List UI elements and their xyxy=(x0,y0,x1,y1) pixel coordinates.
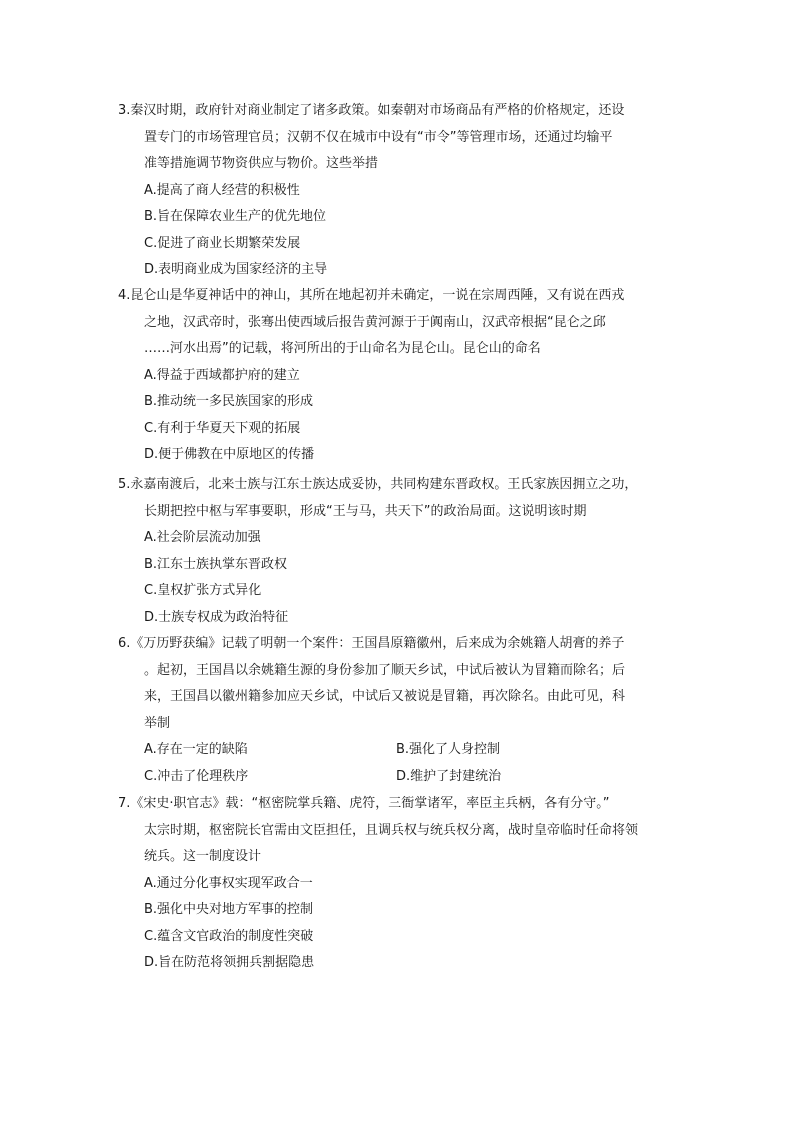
question-4 xyxy=(118,283,688,469)
question-7-option-c[interactable]: C.蕴含文官政治的制度性突破 xyxy=(144,928,314,944)
question-5-option-b[interactable]: B.江东士族执掌东晋政权 xyxy=(144,556,288,572)
question-3-option-d[interactable]: D.表明商业成为国家经济的主导 xyxy=(144,262,328,277)
question-6-option-d[interactable]: D.维护了封建统治 xyxy=(396,768,502,784)
question-7-stem-line: 统兵。这一制度设计 xyxy=(144,849,262,864)
question-3-stem-line: 3.秦汉时期，政府针对商业制定了诸多政策。如秦朝对市场商品有严格的价格规定，还设 xyxy=(118,103,625,118)
question-3-option-b[interactable]: B.旨在保障农业生产的优先地位 xyxy=(144,209,327,224)
question-5-stem-line: 长期把控中枢与军事要职，形成“王与马，共天下”的政治局面。这说明该时期 xyxy=(144,503,587,519)
question-6-stem-line: 来，王国昌以徽州籍参加应天乡试，中试后又被说是冒籍，再次除名。由此可见，科 xyxy=(144,689,626,704)
question-7-stem-line: 7.《宋史·职官志》载：“枢密院掌兵籍、虎符，三衙掌诸军，率臣主兵柄，各有分守。” xyxy=(118,796,610,811)
question-4-option-d[interactable]: D.便于佛教在中原地区的传播 xyxy=(144,447,315,462)
question-5-option-a[interactable]: A.社会阶层流动加强 xyxy=(144,530,261,545)
question-3-stem-line: 准等措施调节物资供应与物价。这些举措 xyxy=(144,156,379,171)
question-7-option-d[interactable]: D.旨在防范将领拥兵割据隐患 xyxy=(144,955,315,970)
question-7-option-a[interactable]: A.通过分化事权实现军政合一 xyxy=(144,875,313,891)
question-4-stem-line: 之地，汉武帝时，张骞出使西域后报告黄河源于于阗南山，汉武帝根据“昆仑之邱 xyxy=(144,314,606,330)
question-3-stem-line: 置专门的市场管理官员；汉朝不仅在城市中设有“市令”等管理市场，还通过均输平 xyxy=(144,129,613,145)
question-6-stem-line: 。起初，王国昌以余姚籍生源的身份参加了顺天乡试，中试后被认为冒籍而除名；后 xyxy=(144,662,626,678)
question-4-option-a[interactable]: A.得益于西域都护府的建立 xyxy=(144,367,300,383)
question-5 xyxy=(118,472,688,631)
question-5-option-c[interactable]: C.皇权扩张方式异化 xyxy=(144,583,262,598)
question-6-option-row xyxy=(118,764,688,791)
question-3 xyxy=(118,98,688,284)
question-6-stem-line: 6.《万历野获编》记载了明朝一个案件：王国昌原籍徽州，后来成为余姚籍人胡膏的养子 xyxy=(118,636,625,651)
question-4-option-c[interactable]: C.有利于华夏天下观的拓展 xyxy=(144,420,301,436)
question-6-option-c[interactable]: C.冲击了伦理秩序 xyxy=(144,768,249,784)
question-7-option-b[interactable]: B.强化中央对地方军事的控制 xyxy=(144,902,314,917)
question-3-option-c[interactable]: C.促进了商业长期繁荣发展 xyxy=(144,235,301,251)
question-6-option-b[interactable]: B.强化了人身控制 xyxy=(396,742,501,757)
question-3-option-a[interactable]: A.提高了商人经营的积极性 xyxy=(144,182,300,198)
question-6-option-a[interactable]: A.存在一定的缺陷 xyxy=(144,742,248,757)
question-5-stem-line: 5.永嘉南渡后，北来士族与江东士族达成妥协，共同构建东晋政权。王氏家族因拥立之功， xyxy=(118,477,638,492)
question-4-option-b[interactable]: B.推动统一多民族国家的形成 xyxy=(144,394,314,409)
question-6-option-row xyxy=(118,737,688,764)
question-5-option-d[interactable]: D.士族专权成为政治特征 xyxy=(144,609,289,625)
question-4-stem-line: 4.昆仑山是华夏神话中的神山，其所在地起初并未确定，一说在宗周西陲，又有说在西戎 xyxy=(118,288,625,303)
question-6-stem-line: 举制 xyxy=(144,715,171,731)
question-6 xyxy=(118,631,688,790)
question-7-stem-line: 太宗时期，枢密院长官需由文臣担任，且调兵权与统兵权分离，战时皇帝临时任命将领 xyxy=(144,822,639,838)
question-4-stem-line: ……河水出焉”的记载，将河所出的于山命名为昆仑山。昆仑山的命名 xyxy=(144,341,541,356)
question-7 xyxy=(118,791,688,977)
